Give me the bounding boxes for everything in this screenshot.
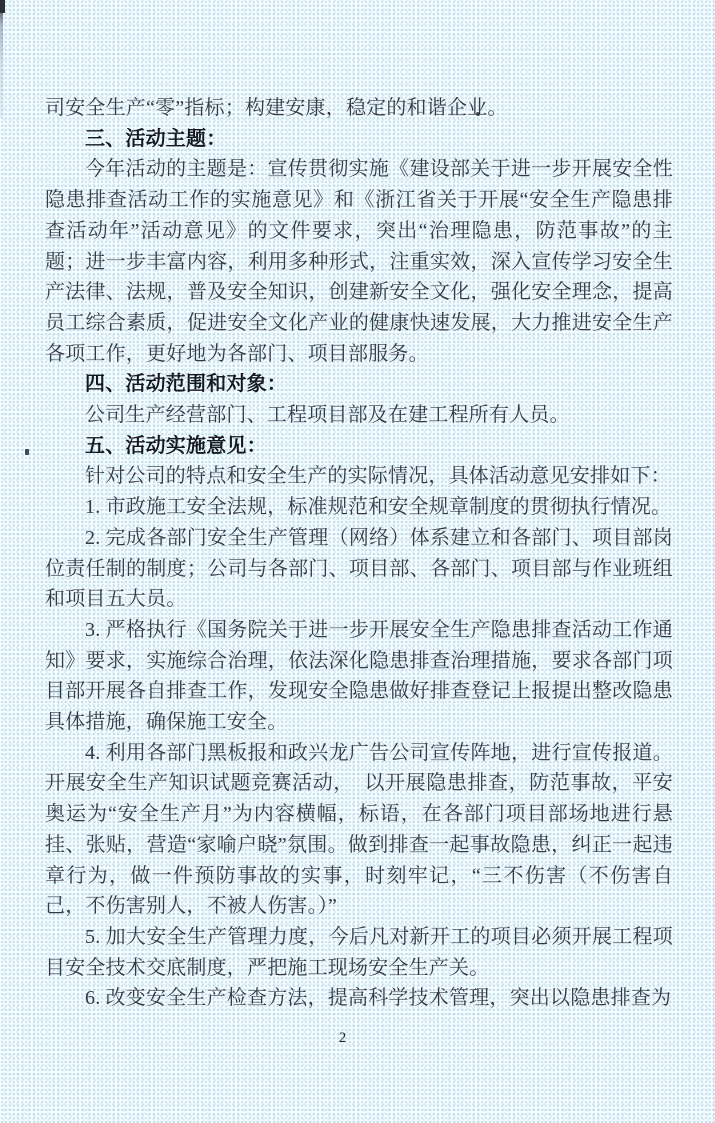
list-item-4: 4. 利用各部门黑板报和政兴龙广告公司宣传阵地，进行宣传报道。开展安全生产知识试题竞赛活动， 以开展隐患排查，防范事故，平安奥运为“安全生产月”为内容横幅，标语，在各部门项目部场地进行悬挂、张贴，营造“家喻户晓”氛围。做到排查一起事故隐患，纠正一起违章行为，做一件预防事故的实事，时刻牢记，“三不伤害（不伤害自己，不伤害别人，不被人伤害。）” — [45, 741, 673, 918]
paragraph-implementation-intro: 针对公司的特点和安全生产的实际情况，具体活动意见安排如下： — [85, 465, 671, 488]
list-item-5: 5. 加大安全生产管理力度，今后凡对新开工的项目必须开展工程项目安全技术交底制度，严把施工现场安全生产关。 — [45, 925, 673, 979]
list-item-6: 6. 改变安全生产检查方法，提高科学技术管理，突出以隐患排查为 — [85, 987, 672, 1010]
section-heading-activity-theme: 三、活动主题： — [85, 127, 227, 150]
page-number: 2 — [338, 1030, 347, 1046]
list-item-2: 2. 完成各部门安全生产管理（网络）体系建立和各部门、项目部岗位责任制的制度；公司与各部门、项目部、各部门、项目部与作业班组和项目五大员。 — [45, 526, 673, 611]
section-heading-scope: 四、活动范围和对象： — [85, 373, 287, 396]
section-heading-implementation: 五、活动实施意见： — [85, 434, 267, 457]
scan-speck — [25, 449, 29, 455]
list-item-1: 1. 市政施工安全法规，标准规范和安全规章制度的贯彻执行情况。 — [85, 496, 672, 519]
paragraph-activity-theme: 今年活动的主题是：宣传贯彻实施《建设部关于进一步开展安全性隐患排查活动工作的实施意见》和《浙江省关于开展“安全生产隐患排查活动年”活动意见》的文件要求，突出“治理隐患，防范事故”的主题；进一步丰富内容，利用多种形式，注重实效，深入宣传学习安全生产法律、法规，普及安全知识，创建新安全文化，强化安全理念，提高员工综合素质，促进安全文化产业的健康快速发展，大力推进安全生产各项工作，更好地为各部门、项目部服务。 — [45, 158, 673, 365]
scan-corner-mark — [0, 0, 5, 13]
paragraph-scope: 公司生产经营部门、工程项目部及在建工程所有人员。 — [85, 404, 570, 427]
continuation-paragraph: 司安全生产“零”指标；构建安康，稳定的和谐企业。 — [45, 97, 508, 119]
page-content — [45, 93, 673, 1014]
scan-edge-streak — [0, 0, 3, 118]
list-item-3: 3. 严格执行《国务院关于进一步开展安全生产隐患排查活动工作通知》要求，实施综合治理，依法深化隐患排查治理措施，要求各部门项目部开展各自排查工作，发现安全隐患做好排查登记上报提出整改隐患具体措施，确保施工安全。 — [45, 618, 673, 734]
